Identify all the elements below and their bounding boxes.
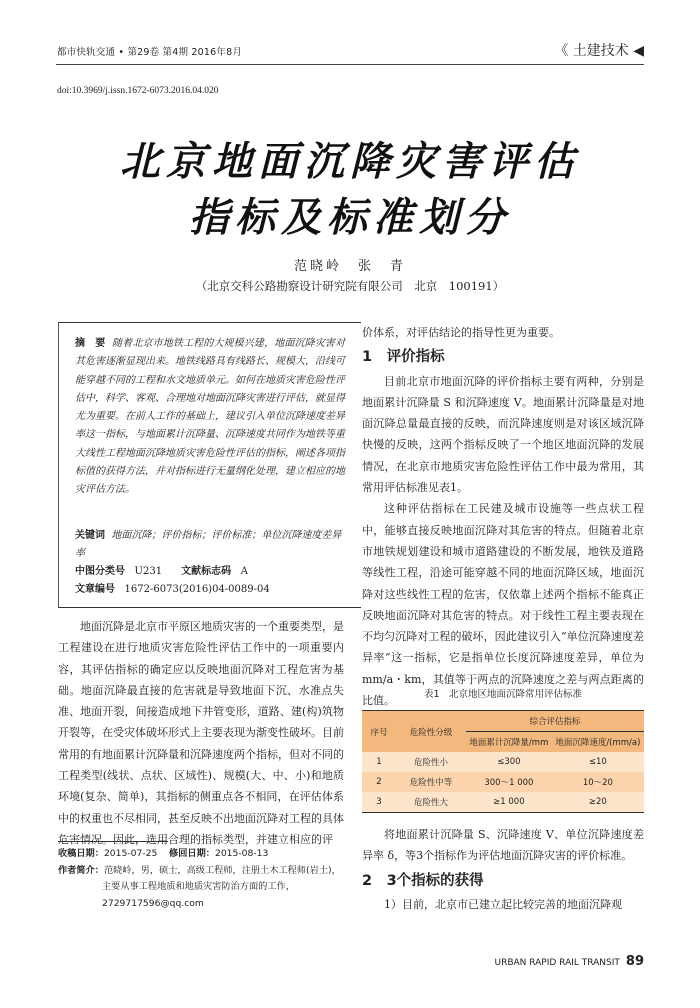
header-settlement: 地面累计沉降量/mm <box>466 732 552 753</box>
abstract <box>75 335 345 500</box>
header-no: 序号 <box>362 711 396 753</box>
header-group: 综合评估指标 <box>466 711 644 732</box>
left-column <box>58 616 344 850</box>
row-rate: ≥20 <box>552 792 644 813</box>
author-bio-line1: 范晓岭，男，硕士，高级工程师，注册土木工程师(岩土)， <box>103 864 341 876</box>
abstract-text: 随着北京市地铁工程的大规模兴建，地面沉降灾害对其危害逐渐显现出来。地铁线路具有线路长、规模大，沿线可能穿越不同的工程和水文地质单元。如何在地质灾害危险性评估中，科学、客观、合理地对地面沉降灾害进行评估，就显得尤为重要。在前人工作的基础上，建议引入单位沉降速度差异率这一指标，与地面累计沉降量、沉降速度共同作为地铁等重大线性工程地面沉降地质灾害危险性评估的指标，阐述各项指标值的获得方法，并对指标进行无量纲化处理，建立相应的地灾评估方法。 <box>75 338 346 496</box>
section-1-para3: 将地面累计沉降量 S、沉降速度 V、单位沉降速度差异率 δ，等3个指标作为评估地面沉降灾害的评价标准。 <box>362 828 644 863</box>
paper-title-line2: 指标及标准划分 <box>189 194 511 241</box>
right-column-bottom <box>362 824 644 915</box>
intro-paragraph: 地面沉降是北京市平原区地质灾害的一个重要类型，是工程建设在进行地质灾害危险性评估工作中的一项重要内容，其评估指标的确定应以反映地面沉降对工程危害为基础。地面沉降最直接的危害就是导致地面下沉、水准点失准、地面开裂，间接造成地下井管变形，道路、建(构)筑物开裂等，在受灾体破坏形式上主要表现为渐变性破坏。目前常用的有地面累计沉降量和沉降速度两个指标，但对不同的工程类型(线状、点状、区域性)、规模(大、中、小)和地质环境(复杂、简单)，其指标的侧重点各不相同，在评估体系中的权重也不尽相同，甚至反映不出地面沉降对工程的具体危害情况。因此，选用合理的指标类型，并建立相应的评 <box>58 620 344 846</box>
row-no: 3 <box>362 792 396 813</box>
row-no: 1 <box>362 752 396 772</box>
clc-value: U231 <box>134 566 163 577</box>
clc-label: 中图分类号 <box>75 566 125 577</box>
footnote <box>58 846 344 912</box>
table-row <box>362 752 644 772</box>
doi: doi:10.3969/j.issn.1672-6073.2016.04.020 <box>57 86 219 96</box>
header-rate: 地面沉降速度/(mm/a) <box>552 732 644 753</box>
section-2-heading: 2 3个指标的获得 <box>362 872 484 889</box>
article-no-label: 文章编号 <box>75 584 115 595</box>
row-grade: 危险性中等 <box>396 772 466 792</box>
revised-date: 2015-08-13 <box>214 848 269 859</box>
received-label: 收稿日期： <box>58 848 104 859</box>
abstract-label: 摘 要 <box>75 338 106 349</box>
table-row <box>362 772 644 792</box>
page-number: 89 <box>625 954 644 969</box>
section-header: 《 土建技术 ◀ <box>554 43 644 59</box>
classification <box>75 563 345 599</box>
keywords <box>75 527 345 563</box>
row-rate: ≤10 <box>552 752 644 772</box>
row-no: 2 <box>362 772 396 792</box>
affiliation: （北京交科公路勘察设计研究院有限公司 北京 100191） <box>195 279 505 293</box>
keywords-label: 关键词 <box>75 530 105 541</box>
row-settlement: ≤300 <box>466 752 552 772</box>
doc-code-label: 文献标志码 <box>181 566 232 577</box>
row-grade: 危险性大 <box>396 792 466 813</box>
header-grade: 危险性分级 <box>396 711 466 753</box>
row-settlement: ≥1 000 <box>466 792 552 813</box>
row-rate: 10～20 <box>552 772 644 792</box>
page-footer <box>495 954 645 969</box>
paper-title-line1: 北京地面沉降灾害评估 <box>120 138 580 185</box>
table-row <box>362 792 644 813</box>
table-header-row <box>362 711 644 732</box>
revised-label: 修回日期： <box>169 848 215 859</box>
right-column-top <box>362 322 644 711</box>
received-date: 2015-07-25 <box>103 848 158 859</box>
table-caption: 表1 北京地区地面沉降常用评估标准 <box>423 689 583 700</box>
article-no-value: 1672-6073(2016)04-0089-04 <box>124 584 270 595</box>
row-settlement: 300～1 000 <box>466 772 552 792</box>
author-bio-line2: 主要从事工程地质和地质灾害防治方面的工作， <box>102 881 295 892</box>
doc-code-value: A <box>240 566 248 577</box>
section-2-para1: 1）目前，北京市已建立起比较完善的地面沉降观 <box>384 897 622 911</box>
header-rule <box>56 64 644 65</box>
row-grade: 危险性小 <box>396 752 466 772</box>
authors: 范晓岭 张 青 <box>293 259 406 274</box>
author-bio-label: 作者简介： <box>58 864 104 876</box>
section-1-para1: 目前北京市地面沉降的评价指标主要有两种，分别是地面累计沉降量 S 和沉降速度 V。地面累计沉降量是对地面沉降总量最直接的反映，而沉降速度则是对该区域沉降快慢的反映，这两个指标反映了一个地区地面沉降的发展情况，在北京市地质灾害危险性评估工作中最为常用，其常用评估标准见表1。 <box>362 374 644 495</box>
journal-english-name: URBAN RAPID RAIL TRANSIT <box>494 958 620 968</box>
journal-header: 都市快轨交通 • 第29卷 第4期 2016年8月 <box>57 47 243 58</box>
author-email: 2729717596@qq.com <box>102 897 204 909</box>
abstract-box <box>58 322 361 608</box>
continued-text: 价体系，对评估结论的指导性更为重要。 <box>362 326 560 339</box>
footnote-rule <box>58 841 168 842</box>
evaluation-table <box>362 710 644 813</box>
section-1-heading: 1 评价指标 <box>362 349 445 366</box>
keywords-text: 地面沉降；评价指标；评价标准；单位沉降速度差异率 <box>75 530 342 559</box>
section-1-para2: 这种评估指标在工民建及城市设施等一些点状工程中，能够直接反映地面沉降对其危害的特点。但随着北京市地铁规划建设和城市道路建设的不断发展，地铁及道路等线性工程，沿途可能穿越不同的地面沉降区域，地面沉降对这些线性工程的危害，仅依靠上述两个指标不能真正反映地面沉降对其危害的特点。对于线性工程主要表现在不均匀沉降对工程的破坏，因此建议引入“单位沉降速度差异率”这一指标，它是指单位长度沉降速度差异，单位为 mm/a・km，其值等于两点的沉降速度之差与两点距离的比值。 <box>362 502 644 708</box>
